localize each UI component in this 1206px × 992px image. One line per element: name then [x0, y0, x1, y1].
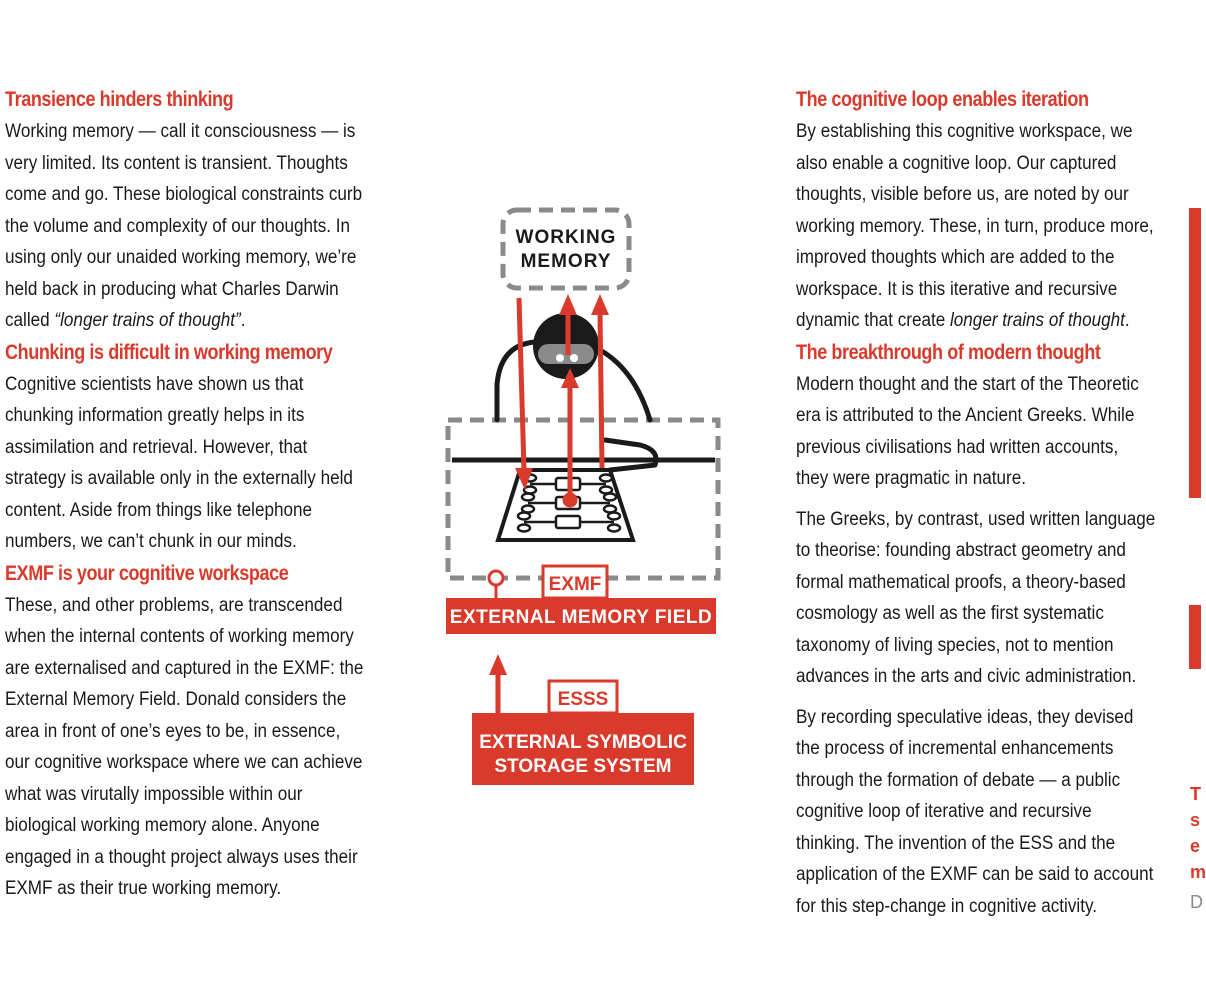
edge-red-bar-2: [1189, 605, 1201, 669]
edge-red-bar-1: [1189, 208, 1201, 498]
heading-transience: Transience hinders thinking: [5, 88, 234, 111]
esss-label-2: STORAGE SYSTEM: [494, 756, 672, 777]
paragraph-modern-thought-3: By recording speculative ideas, they devised the process of incremental enhancements through the formation of debate — a public cognitive loop of iterative and recursive thinking. The invention of the ESS and the application of the EXMF can be said to account for this step-change in cognitive activity.: [796, 706, 1154, 917]
cognitive-loop-diagram: [440, 200, 730, 800]
exmf-tag-label: EXMF: [548, 574, 602, 595]
heading-chunking: Chunking is difficult in working memory: [5, 340, 333, 364]
heading-exmf: EXMF is your cognitive workspace: [5, 561, 289, 585]
paragraph-transience: Working memory — call it consciousness — is very limited. Its content is transient. Thoughts come and go. These biological constraints curb the volume and complexity of our thoughts. In using only our unaided working memory, we’re held back in producing what Charles Darwin called “longer trains of thought”.: [5, 121, 363, 331]
paragraph-chunking: Cognitive scientists have shown us that chunking information greatly helps in its assimilation and retrieval. However, that strategy is available only in the externally held content. Aside from things like telephone numbers, we can’t chunk in our minds.: [5, 373, 353, 552]
left-column: [5, 84, 385, 905]
working-memory-box: [503, 210, 629, 288]
paragraph-modern-thought-2: The Greeks, by contrast, used written language to theorise: founding abstract geometry and formal mathematical proofs, a theory-based cosmology as well as the first systematic taxonomy of living species, not to mention advances in the arts and civic administration.: [796, 508, 1156, 687]
heading-modern-thought: The breakthrough of modern thought: [796, 340, 1101, 364]
esss-label-1: EXTERNAL SYMBOLIC: [479, 732, 687, 753]
edge-text-fragment-1: T: [1190, 784, 1201, 804]
working-memory-label-1: WORKING: [515, 227, 617, 248]
esss-arrow: [472, 654, 507, 720]
heading-cognitive-loop: The cognitive loop enables iteration: [796, 88, 1089, 111]
edge-text-fragment-3: e: [1190, 836, 1201, 856]
paragraph-cognitive-loop: By establishing this cognitive workspace, we also enable a cognitive loop. Our captured thoughts, visible before us, are noted by our working memory. These, in turn, produce more, improved thoughts which are added to the workspace. It is this iterative and recursive dynamic that create longer trains of thought.: [796, 121, 1154, 331]
paragraph-modern-thought-1: Modern thought and the start of the Theoretic era is attributed to the Ancient Greeks. While previous civilisations had written accounts, they were pragmatic in nature.: [796, 373, 1139, 489]
exmf-banner-label: EXTERNAL MEMORY FIELD: [449, 607, 713, 628]
working-memory-label-2: MEMORY: [520, 251, 612, 272]
edge-text-fragment-4: m: [1190, 862, 1206, 882]
right-column: [796, 84, 1176, 922]
esss-tag-label: ESSS: [557, 689, 609, 710]
edge-text-fragment-5: D: [1190, 892, 1203, 912]
paragraph-exmf: These, and other problems, are transcended when the internal contents of working memory are externalised and captured in the EXMF: the External Memory Field. Donald considers the area in front of one’s eyes to be, in essence, our cognitive workspace where we can achieve what was virutally impossible within our biological working memory alone. Anyone engaged in a thought project always uses their EXMF as their true working memory.: [5, 594, 364, 899]
edge-text-fragment-2: s: [1190, 810, 1201, 830]
